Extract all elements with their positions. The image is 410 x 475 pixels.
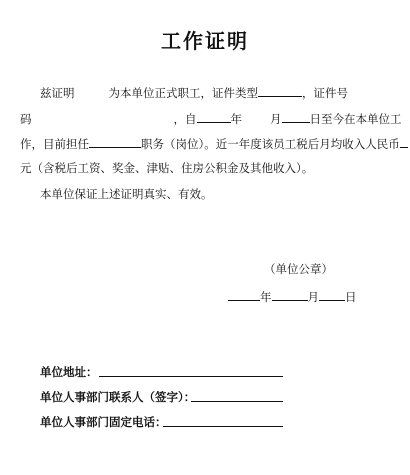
seal-month-blank[interactable] [272,288,308,301]
body-line-5: 本单位保证上述证明真实、有效。 [40,187,213,201]
start-year-blank[interactable] [197,110,231,123]
body-line-2 [20,110,402,127]
phone-field[interactable] [163,425,283,427]
body-text: 为本单位正式职工，证件类型 [108,86,258,100]
body-text: 兹证明 [40,86,75,100]
body-text: 日至今在本单位工 [309,112,402,126]
body-text: 月 [270,112,282,126]
contact-signature-field[interactable] [191,400,283,402]
income-blank[interactable] [400,135,408,148]
address-field[interactable] [99,375,283,377]
seal-year-blank[interactable] [228,288,260,301]
year-label: 年 [260,290,272,304]
page-title: 工作证明 [161,29,249,53]
body-text: ，自 [173,112,197,126]
body-text: 职务（岗位）。近一年度该员工税后月均收入人民币 [141,137,400,151]
position-blank[interactable] [89,135,141,148]
body-text: 年 [230,112,242,126]
body-text: ，证件号 [302,86,348,100]
date-line [228,288,357,305]
phone-label: 单位人事部门固定电话： [40,415,167,429]
body-line-1 [40,84,348,101]
day-label: 日 [345,290,357,304]
start-day-blank[interactable] [282,110,310,123]
seal-day-blank[interactable] [319,288,345,301]
body-text: 码 [20,112,32,126]
body-line-4: 元（含税后工资、奖金、津贴、住房公积金及其他收入）。 [20,161,314,175]
body-line-3 [20,135,408,152]
body-text: 作，目前担任 [20,137,89,151]
contact-label: 单位人事部门联系人（签字）： [40,390,196,404]
seal-label: （单位公章） [264,262,333,276]
id-type-blank[interactable] [258,84,302,97]
address-label: 单位地址： [40,365,98,379]
month-label: 月 [307,290,319,304]
